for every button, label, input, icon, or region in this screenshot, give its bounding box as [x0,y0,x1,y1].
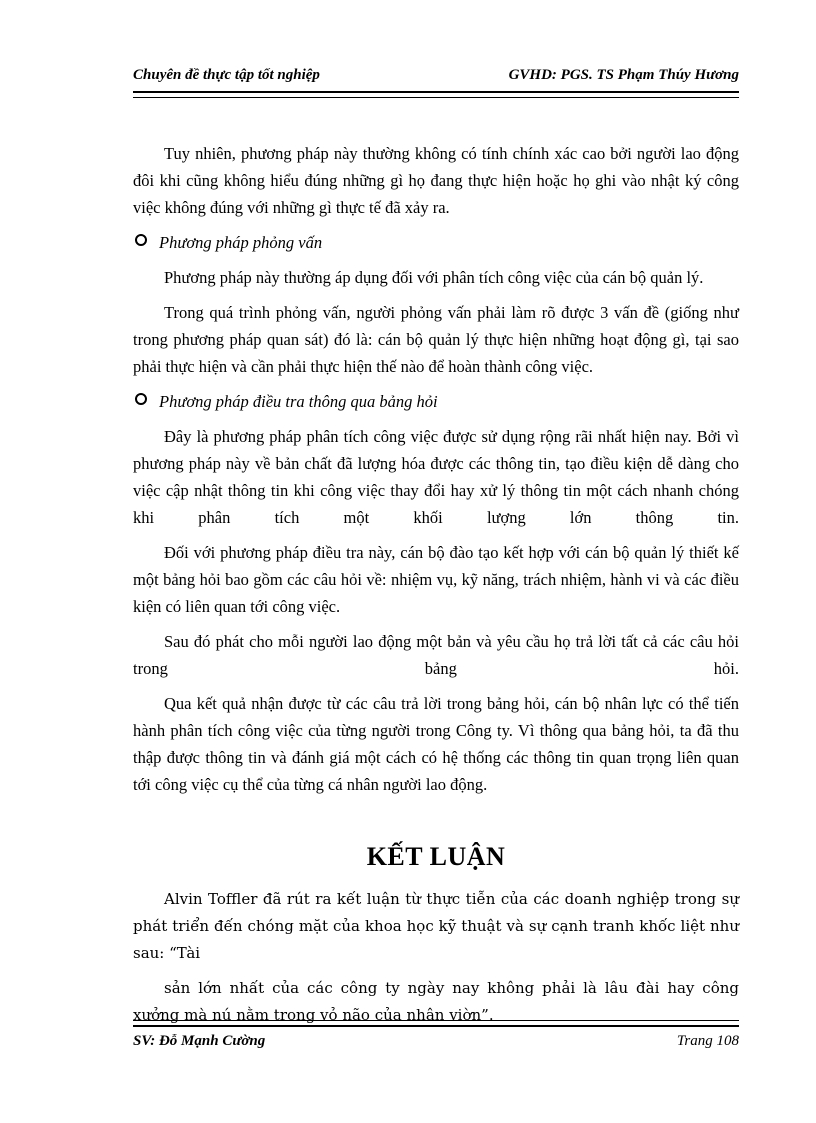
header-rule [133,91,739,98]
conclusion-body [133,886,739,1037]
header-supervisor: GVHD: PGS. TS Phạm Thúy Hương [508,66,739,83]
paragraph: Phương pháp này thường áp dụng đối với phân tích công việc của cán bộ quản lý. [164,268,704,287]
bullet-item [133,229,739,256]
paragraph: Qua kết quả nhận được từ các câu trả lời trong bảng hỏi, cán bộ nhân lực có thể tiến hành phân tích công việc của từng người trong Công ty. Vì thông qua bảng hỏi, ta đã thu thập được thông tin và đánh giá một cách có hệ thống các thông tin quan trọng liên quan tới công việc cụ thể của từng cá nhân người lao động. [133,694,739,794]
paragraph: Trong quá trình phỏng vấn, người phỏng vấn phải làm rõ được 3 vấn đề (giống như trong phương pháp quan sát) đó là: cán bộ quản lý thực hiện những hoạt động gì, tại sao phải thực hiện và cần phải thực hiện thế nào để hoàn thành công việc. [133,303,739,376]
page-footer [133,1030,739,1052]
footer-rule [133,1020,739,1027]
paragraph: Đây là phương pháp phân tích công việc được sử dụng rộng rãi nhất hiện nay. Bởi vì phương pháp này về bản chất đã lượng hóa được các thông tin, tạo điều kiện dễ dàng cho việc cập nhật thông tin khi công việc thay đổi hay xử lý thông tin một cách nhanh chóng khi phân tích một khối lượng lớn thông tin. [133,427,739,527]
paragraph: Alvin Toffler đã rút ra kết luận từ thực tiễn của các doanh nghiệp trong sự phát triển đến chóng mặt của khoa học kỹ thuật và sự cạnh tranh khốc liệt như sau: “Tài [133,890,739,962]
page-header [133,64,739,86]
paragraph: sản lớn nhất của các công ty ngày nay không phải là lâu đài hay công xưởng mà nú nằm trong vỏ não của nhân viờn”. [133,979,739,1024]
bullet-item [133,388,739,415]
circle-bullet-icon [135,393,147,405]
footer-student: SV: Đỗ Mạnh Cường [133,1032,266,1049]
header-document-title: Chuyên đề thực tập tốt nghiệp [133,66,320,83]
circle-bullet-icon [135,234,147,246]
page-number: Trang 108 [676,1032,739,1049]
bullet-heading: Phương pháp điều tra thông qua bảng hỏi [159,392,438,411]
paragraph: Tuy nhiên, phương pháp này thường không có tính chính xác cao bởi người lao động đôi khi cũng không hiểu đúng những gì họ đang thực hiện hoặc họ ghi vào nhật ký công việc không đúng với những gì thực tế đã xảy ra. [133,144,739,217]
main-body [133,140,739,806]
bullet-heading: Phương pháp phỏng vấn [159,233,323,252]
paragraph: Đối với phương pháp điều tra này, cán bộ đào tạo kết hợp với cán bộ quản lý thiết kế một bảng hỏi bao gồm các câu hỏi về: nhiệm vụ, kỹ năng, trách nhiệm, hành vi và các điều kiện có liên quan tới công việc. [133,543,739,616]
conclusion-heading: KẾT LUẬN [366,842,506,871]
paragraph: Sau đó phát cho mỗi người lao động một bản và yêu cầu họ trả lời tất cả các câu hỏi trong bảng hỏi. [133,632,739,678]
